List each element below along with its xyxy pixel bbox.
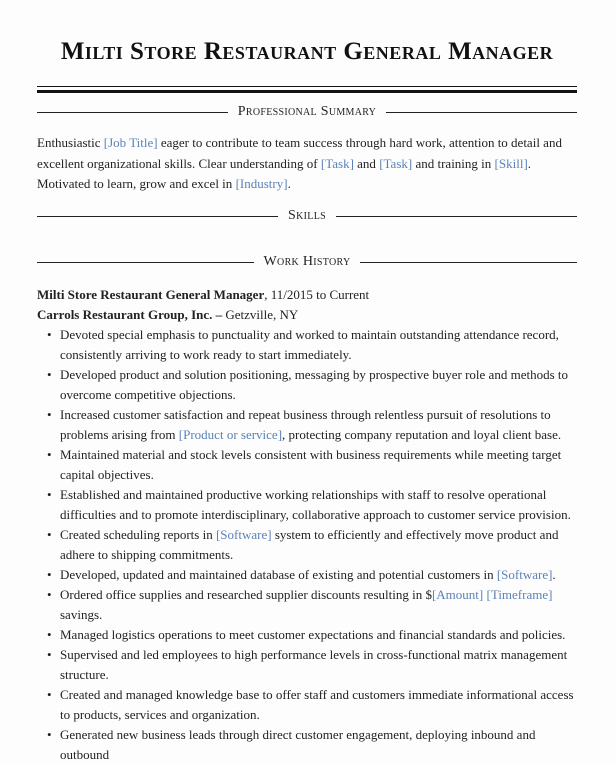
section-work-history xyxy=(37,254,577,270)
text-segment: . Motivated to learn, grow and excel in xyxy=(37,155,532,191)
text-segment: Managed logistics operations to meet customer expectations and financial standards and policies. xyxy=(60,627,566,642)
resume-title: Milti Store Restaurant General Manager xyxy=(60,38,554,65)
section-skills xyxy=(37,208,577,224)
bullet-item xyxy=(60,445,577,485)
text-segment: eager to contribute to team success through hard work, attention to detail and excellent organizational skills. Clear understanding of xyxy=(37,135,562,171)
divider xyxy=(360,262,577,263)
title-divider xyxy=(37,86,577,93)
text-segment: and xyxy=(353,155,380,171)
section-professional-summary xyxy=(37,104,577,120)
job-bullets xyxy=(37,325,577,765)
placeholder-text: [Task] xyxy=(379,155,413,171)
placeholder-text: [Software] xyxy=(496,567,553,582)
divider xyxy=(37,216,278,217)
job-location: Getzville, NY xyxy=(222,307,299,322)
text-segment: Created and managed knowledge base to offer staff and customers immediate informational access to products, services and organization. xyxy=(60,687,574,722)
text-segment: , protecting company reputation and loyal client base. xyxy=(282,427,562,442)
company-name: Carrols Restaurant Group, Inc. – xyxy=(37,307,223,322)
text-segment: Increased customer satisfaction and repeat business through relentless pursuit of resolutions to problems arising from xyxy=(60,407,551,442)
placeholder-text: [Amount] xyxy=(431,587,484,602)
placeholder-text: [Skill] xyxy=(494,155,528,171)
text-segment: Developed, updated and maintained database of existing and potential customers in xyxy=(60,567,497,582)
text-segment: Supervised and led employees to high performance levels in cross-functional matrix management structure. xyxy=(60,647,568,682)
text-segment: Established and maintained productive working relationships with staff to resolve operational difficulties and to promote interdisciplinary, collaborative approach to customer service provision. xyxy=(60,487,571,522)
placeholder-text: [Industry] xyxy=(235,176,288,191)
text-segment: system to efficiently and effectively move product and adhere to shipping commitments. xyxy=(60,527,559,562)
bullet-item xyxy=(60,485,577,525)
text-segment: . xyxy=(287,176,291,191)
placeholder-text: [Software] xyxy=(215,527,272,542)
bullet-item xyxy=(60,365,577,405)
placeholder-text: [Timeframe] xyxy=(486,587,553,602)
bullet-item xyxy=(60,525,577,565)
placeholder-text: [Task] xyxy=(320,155,354,171)
bullet-item xyxy=(60,685,577,725)
placeholder-text: [Job Title] xyxy=(103,135,158,150)
bullet-item xyxy=(60,625,577,645)
summary-paragraph xyxy=(37,133,577,195)
divider xyxy=(386,112,577,113)
text-segment: Ordered office supplies and researched supplier discounts resulting in $ xyxy=(60,587,432,602)
section-heading: Work History xyxy=(263,254,351,269)
job-company-line xyxy=(37,305,577,325)
section-heading: Professional Summary xyxy=(237,104,377,119)
bullet-item xyxy=(60,725,577,765)
divider xyxy=(336,216,577,217)
job-entry xyxy=(37,285,577,765)
bullet-item xyxy=(60,405,577,445)
placeholder-text: [Product or service] xyxy=(178,427,283,442)
job-title: Milti Store Restaurant General Manager xyxy=(37,287,265,302)
text-segment: . xyxy=(552,567,556,582)
text-segment: Enthusiastic xyxy=(37,135,104,150)
text-segment: and training in xyxy=(412,155,495,171)
bullet-item xyxy=(60,565,577,585)
text-segment: Generated new business leads through direct customer engagement, deploying inbound and outbound xyxy=(60,727,536,762)
section-heading: Skills xyxy=(288,208,326,223)
text-segment: Created scheduling reports in xyxy=(60,527,216,542)
bullet-item xyxy=(60,325,577,365)
divider xyxy=(37,112,228,113)
text-segment: Developed product and solution positioning, messaging by prospective buyer role and methods to overcome competitive objections. xyxy=(60,367,568,402)
bullet-item xyxy=(60,585,577,625)
text-segment: savings. xyxy=(60,607,103,622)
divider xyxy=(37,262,254,263)
text-segment: Devoted special emphasis to punctuality and worked to maintain outstanding attendance record, consistently arriving to work ready to start immediately. xyxy=(60,327,559,362)
job-header xyxy=(37,285,577,305)
text-segment: Maintained material and stock levels consistent with business requirements while meeting target capital objectives. xyxy=(60,447,562,482)
bullet-item xyxy=(60,645,577,685)
job-dates: , 11/2015 to Current xyxy=(264,287,370,302)
